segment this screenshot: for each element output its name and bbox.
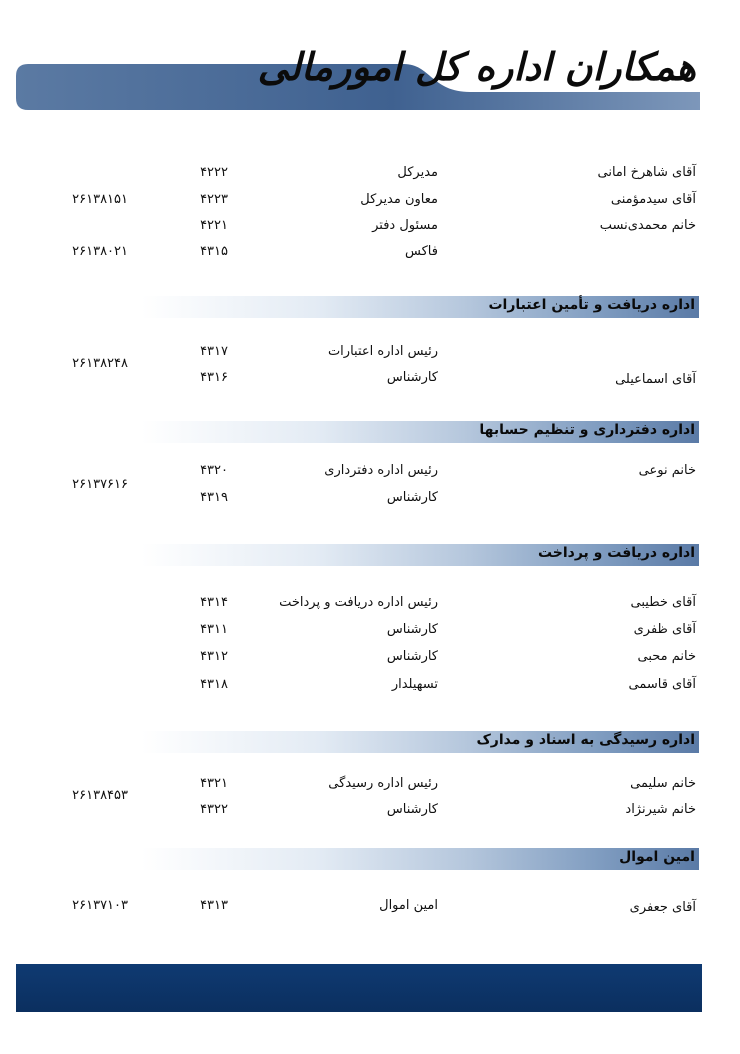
staff-name: آقای سیدمؤمنی — [610, 192, 696, 207]
staff-title: کارشناس — [386, 490, 438, 505]
staff-title: کارشناس — [386, 370, 438, 385]
section-header-documents — [43, 731, 699, 753]
staff-extension: ۴۳۱۵ — [200, 244, 228, 259]
fax-number: ۲۶۱۳۸۰۲۱ — [72, 244, 128, 259]
phone-number: ۲۶۱۳۸۲۴۸ — [72, 356, 128, 371]
staff-extension: ۴۳۲۲ — [200, 802, 228, 817]
staff-title: رئیس اداره اعتبارات — [327, 344, 438, 359]
phone-number: ۲۶۱۳۸۴۵۳ — [72, 788, 128, 803]
staff-title: معاون مدیرکل — [360, 192, 438, 207]
staff-extension: ۴۲۲۱ — [200, 218, 228, 233]
staff-name: خانم شیرنژاد — [625, 802, 696, 817]
page-title: همکاران اداره کل امورمالی — [257, 44, 696, 89]
staff-title: کارشناس — [386, 802, 438, 817]
staff-extension: ۴۳۲۱ — [200, 776, 228, 791]
staff-extension: ۴۳۱۸ — [200, 677, 228, 692]
page-header — [0, 0, 740, 120]
phone-number: ۲۶۱۳۷۶۱۶ — [72, 477, 128, 492]
staff-title: رئیس اداره دفترداری — [324, 463, 438, 478]
staff-name: آقای اسماعیلی — [615, 372, 696, 387]
staff-title: رئیس اداره دریافت و پرداخت — [279, 595, 438, 610]
staff-title: رئیس اداره رسیدگی — [328, 776, 438, 791]
section-header-bookkeeping — [43, 421, 699, 443]
staff-title: کارشناس — [386, 649, 438, 664]
staff-title: کارشناس — [386, 622, 438, 637]
staff-name: خانم سلیمی — [630, 776, 696, 791]
staff-extension: ۴۳۱۶ — [200, 370, 228, 385]
phone-number: ۲۶۱۳۷۱۰۳ — [72, 898, 128, 913]
staff-extension: ۴۳۱۱ — [200, 622, 228, 637]
section-label: اداره رسیدگی به اسناد و مدارک — [476, 732, 695, 748]
section-label: امین اموال — [619, 849, 695, 865]
section-label: اداره دریافت و تأمین اعتبارات — [488, 297, 695, 313]
staff-name: خانم نوعی — [638, 463, 696, 478]
staff-extension: ۴۳۲۰ — [200, 463, 228, 478]
section-header-property — [43, 848, 699, 870]
staff-name: خانم محمدی‌نسب — [599, 218, 696, 233]
staff-extension: ۴۳۱۹ — [200, 490, 228, 505]
staff-title: مدیرکل — [397, 165, 438, 180]
staff-extension: ۴۲۲۳ — [200, 192, 228, 207]
staff-title: فاکس — [405, 244, 438, 259]
staff-extension: ۴۲۲۲ — [200, 165, 228, 180]
section-label: اداره دفترداری و تنظیم حسابها — [479, 422, 695, 438]
section-header-credits — [43, 296, 699, 318]
staff-name: آقای شاهرخ امانی — [597, 165, 696, 180]
staff-title: تسهیلدار — [391, 677, 438, 692]
phone-number: ۲۶۱۳۸۱۵۱ — [72, 192, 128, 207]
staff-title: امین اموال — [379, 898, 438, 913]
staff-title: مسئول دفتر — [372, 218, 438, 233]
staff-name: آقای ظفری — [633, 622, 696, 637]
staff-extension: ۴۳۱۳ — [200, 898, 228, 913]
page-footer-bar — [16, 964, 702, 1012]
staff-name: خانم محبی — [637, 649, 696, 664]
staff-extension: ۴۳۱۴ — [200, 595, 228, 610]
section-label: اداره دریافت و پرداخت — [537, 545, 695, 561]
staff-name: آقای جعفری — [629, 900, 696, 915]
staff-name: آقای خطیبی — [630, 595, 696, 610]
staff-name: آقای قاسمی — [628, 677, 696, 692]
section-header-payments — [43, 544, 699, 566]
staff-extension: ۴۳۱۷ — [200, 344, 228, 359]
staff-extension: ۴۳۱۲ — [200, 649, 228, 664]
